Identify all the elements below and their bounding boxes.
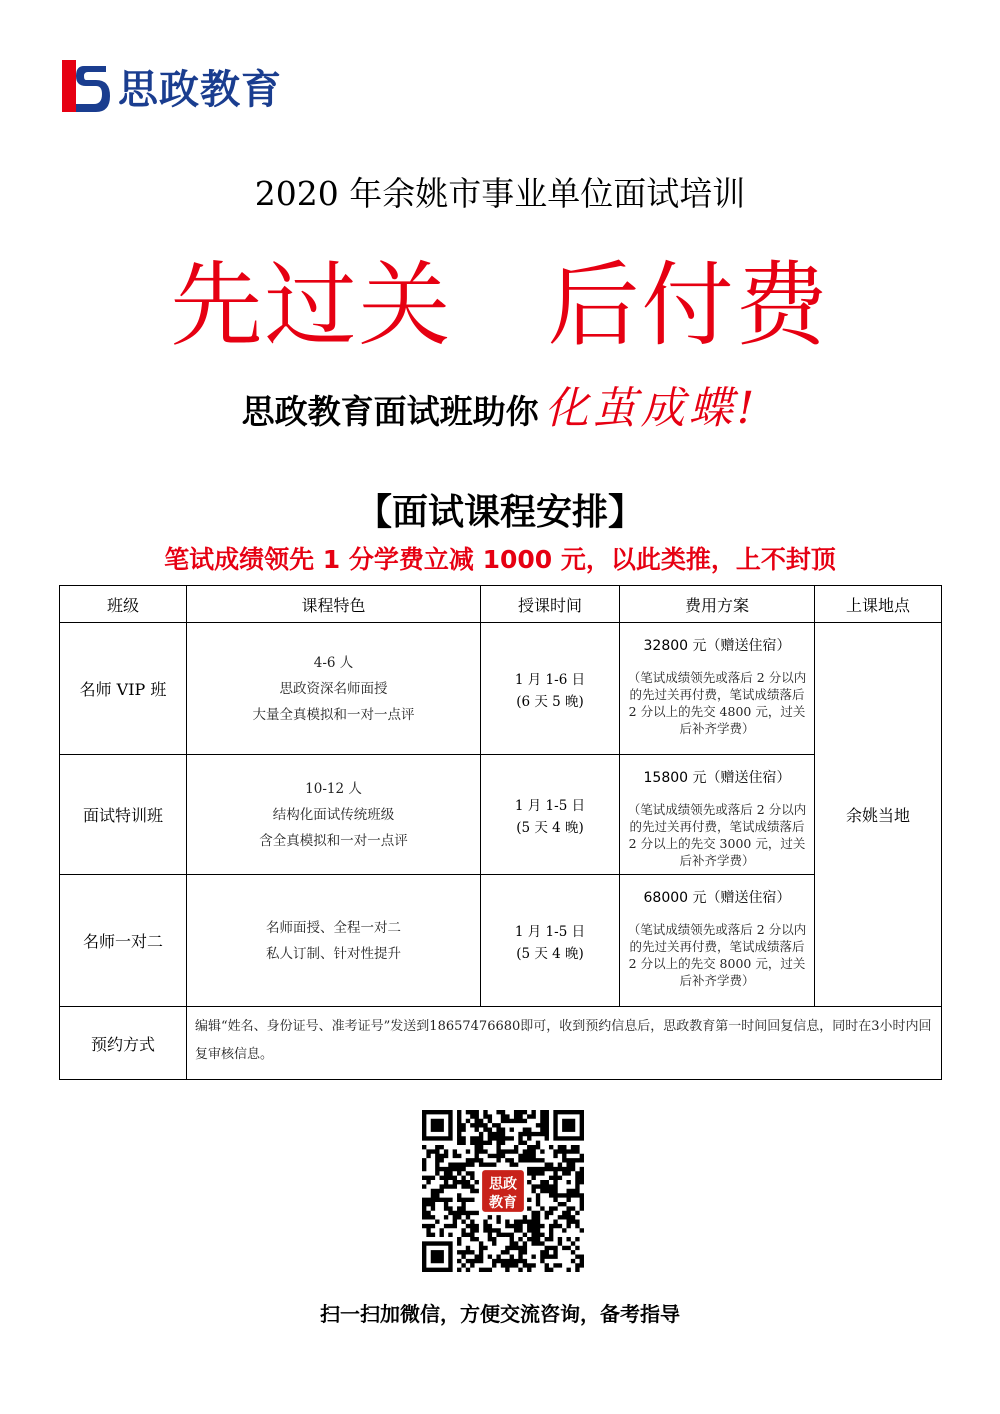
feature-line: 名师面授、全程一对二	[266, 919, 401, 936]
time-duration: (5 天 4 晚)	[516, 945, 584, 962]
wechat-qr-code[interactable]	[422, 1110, 584, 1272]
section-title: 【面试课程安排】	[355, 492, 644, 533]
class-location: 余姚当地	[815, 623, 942, 1007]
class-name: 面试特训班	[60, 755, 187, 875]
time-duration: (5 天 4 晚)	[516, 819, 584, 836]
fee-note: （笔试成绩领先或落后 2 分以内的先过关再付费，笔试成绩落后 2 分以上的先交 8000 元，过关后补齐学费）	[627, 922, 807, 988]
promo-text: 笔试成绩领先 1 分学费立减 1000 元，以此类推，上不封顶	[164, 545, 836, 574]
class-time	[481, 875, 620, 1007]
slogan	[0, 232, 1000, 364]
time-duration: (6 天 5 晚)	[516, 693, 584, 710]
header-class: 班级	[60, 586, 187, 623]
fee-note: （笔试成绩领先或落后 2 分以内的先过关再付费，笔试成绩落后 2 分以上的先交 4800 元，过关后补齐学费）	[627, 670, 807, 736]
time-dates: 1 月 1-5 日	[514, 797, 586, 814]
class-name: 名师 VIP 班	[60, 623, 187, 755]
feature-line: 含全真模拟和一对一点评	[259, 832, 408, 849]
class-features	[187, 623, 481, 755]
qr-badge-text: 教育	[489, 1194, 517, 1211]
feature-line: 结构化面试传统班级	[272, 806, 395, 823]
class-time	[481, 623, 620, 755]
fee-price: 68000 元（赠送住宿）	[643, 890, 791, 906]
class-features	[187, 755, 481, 875]
year-title: 2020 年余姚市事业单位面试培训	[254, 174, 746, 213]
class-fee	[620, 623, 815, 755]
help-highlight: 化茧成蝶!	[544, 383, 759, 434]
class-time	[481, 755, 620, 875]
slogan-left: 先过关	[170, 252, 453, 359]
reserve-text: 编辑“姓名、身份证号、准考证号”发送到18657476680即可，收到预约信息后，思政教育第一时间回复信息，同时在3小时内回复审核信息。	[187, 1007, 942, 1080]
brand-logo	[62, 58, 282, 114]
feature-line: 大量全真模拟和一对一点评	[252, 706, 415, 723]
table-row	[60, 875, 942, 1007]
feature-line: 10-12 人	[305, 780, 362, 797]
fee-note: （笔试成绩领先或落后 2 分以内的先过关再付费，笔试成绩落后 2 分以上的先交 3000 元，过关后补齐学费）	[627, 802, 807, 868]
table-header-row	[60, 586, 942, 623]
time-dates: 1 月 1-6 日	[514, 671, 586, 688]
qr-badge-text: 思政	[489, 1176, 517, 1193]
class-name: 名师一对二	[60, 875, 187, 1007]
qr-finder	[422, 1241, 453, 1272]
header-fee: 费用方案	[620, 586, 815, 623]
feature-line: 私人订制、针对性提升	[266, 945, 401, 962]
fee-price: 15800 元（赠送住宿）	[643, 770, 791, 786]
qr-caption: 扫一扫加微信，方便交流咨询，备考指导	[320, 1302, 680, 1326]
header-location: 上课地点	[815, 586, 942, 623]
reserve-row	[60, 1007, 942, 1080]
help-text: 思政教育面试班助你	[241, 392, 539, 431]
fee-price: 32800 元（赠送住宿）	[643, 638, 791, 654]
feature-line: 4-6 人	[313, 654, 354, 671]
brand-name: 思政教育	[118, 66, 282, 113]
class-fee	[620, 875, 815, 1007]
table-row	[60, 755, 942, 875]
time-dates: 1 月 1-5 日	[514, 923, 586, 940]
help-line	[0, 372, 1000, 436]
slogan-right: 后付费	[547, 252, 830, 359]
class-fee	[620, 755, 815, 875]
qr-finder	[553, 1110, 584, 1141]
table-row	[60, 623, 942, 755]
course-table	[59, 585, 942, 1080]
header-time: 授课时间	[481, 586, 620, 623]
header-features: 课程特色	[187, 586, 481, 623]
brand-s-icon	[62, 60, 110, 112]
qr-finder	[422, 1110, 453, 1141]
class-features	[187, 875, 481, 1007]
feature-line: 思政资深名师面授	[279, 680, 388, 697]
reserve-label: 预约方式	[60, 1007, 187, 1080]
